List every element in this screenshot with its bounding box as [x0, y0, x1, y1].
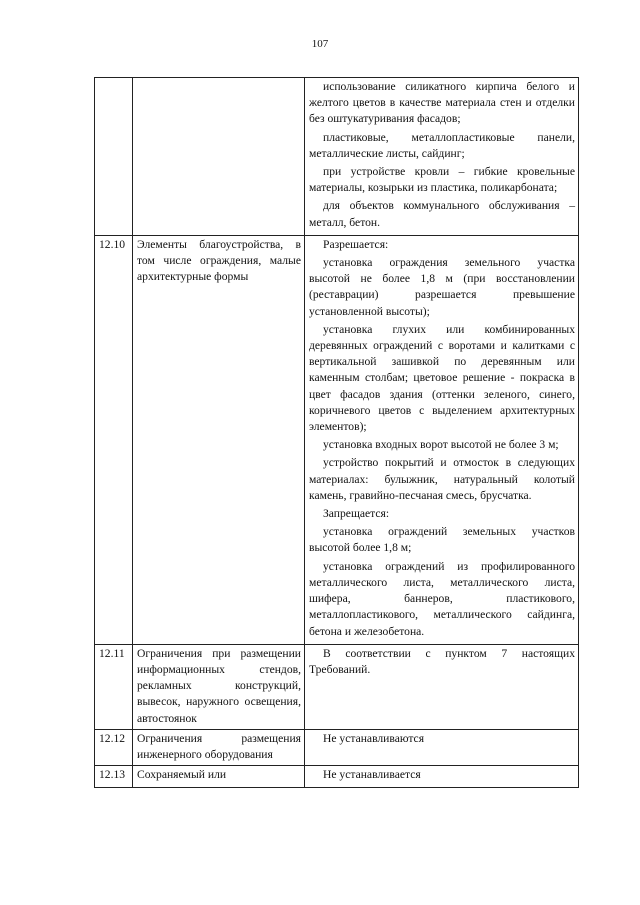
content-paragraph: устройство покрытий и отмосток в следующих материалах: булыжник, натуральный колотый камень, гравийно-песчаная смесь, брусчатка. — [309, 456, 575, 502]
content-paragraph: установка ограждений земельных участков высотой более 1,8 м; — [309, 525, 575, 555]
content-paragraph: Запрещается: — [323, 507, 390, 521]
row-label: Сохраняемый или — [137, 768, 227, 782]
content-paragraph: установка глухих или комбинированных деревянных ограждений с воротами и калитками с вертикальной зашивкой по деревянным или каменным столбам; цветовое решение - покраска в цвет фасадов здания (оттенки зеленого, синего, коричневого цветов с выделением архитектурных элементов); — [309, 322, 575, 434]
row-label-cell — [133, 78, 305, 236]
table-row — [95, 766, 579, 788]
content-paragraph: пластиковые, металлопластиковые панели, металлические листы, сайдинг; — [309, 130, 575, 160]
content-paragraph: для объектов коммунального обслуживания – металл, бетон. — [309, 199, 575, 229]
row-content-cell — [305, 644, 579, 729]
row-label: Элементы благоустройства, в том числе ограждения, малые архитектурные формы — [137, 237, 301, 284]
row-number: 12.11 — [95, 644, 133, 729]
table-row — [95, 729, 579, 765]
row-content-cell — [305, 78, 579, 236]
content-paragraph: В соответствии с пунктом 7 настоящих Требований. — [309, 646, 575, 676]
row-label: Ограничения при размещении информационных стендов, рекламных конструкций, вывесок, наружного освещения, автостоянок — [137, 646, 301, 725]
row-number: 12.13 — [95, 766, 133, 788]
row-number: 12.12 — [95, 729, 133, 765]
table-row — [95, 235, 579, 644]
table-row — [95, 644, 579, 729]
row-label-cell — [133, 235, 305, 644]
row-label-cell — [133, 766, 305, 788]
table-row — [95, 78, 579, 236]
page-number: 107 — [311, 38, 329, 50]
row-content-cell — [305, 235, 579, 644]
content-paragraph: Не устанавливаются — [323, 731, 425, 745]
requirements-table — [94, 77, 579, 788]
content-paragraph: Не устанавливается — [323, 768, 421, 782]
content-paragraph: использование силикатного кирпича белого и желтого цветов в качестве материала стен и отделки без оштукатуривания фасадов; — [309, 80, 575, 126]
content-paragraph: установка ограждений из профилированного металлического листа, металлического листа, шифера, баннеров, пластикового, металлопластикового, металлического сайдинга, бетона и железобетона. — [309, 559, 575, 638]
row-number-cell — [95, 78, 133, 236]
content-paragraph: установка входных ворот высотой не более 3 м; — [323, 438, 559, 452]
row-label-cell — [133, 644, 305, 729]
content-paragraph: при устройстве кровли – гибкие кровельные материалы, козырьки из пластика, поликарбоната; — [309, 165, 575, 195]
row-label: Ограничения размещения инженерного оборудования — [137, 731, 301, 761]
content-paragraph: установка ограждения земельного участка высотой не более 1,8 м (при восстановлении (реставрации) разрешается превышение установленной высоты); — [309, 256, 575, 318]
row-content-cell — [305, 729, 579, 765]
content-paragraph: Разрешается: — [323, 237, 389, 251]
row-label-cell — [133, 729, 305, 765]
row-number: 12.10 — [95, 235, 133, 644]
row-content-cell — [305, 766, 579, 788]
